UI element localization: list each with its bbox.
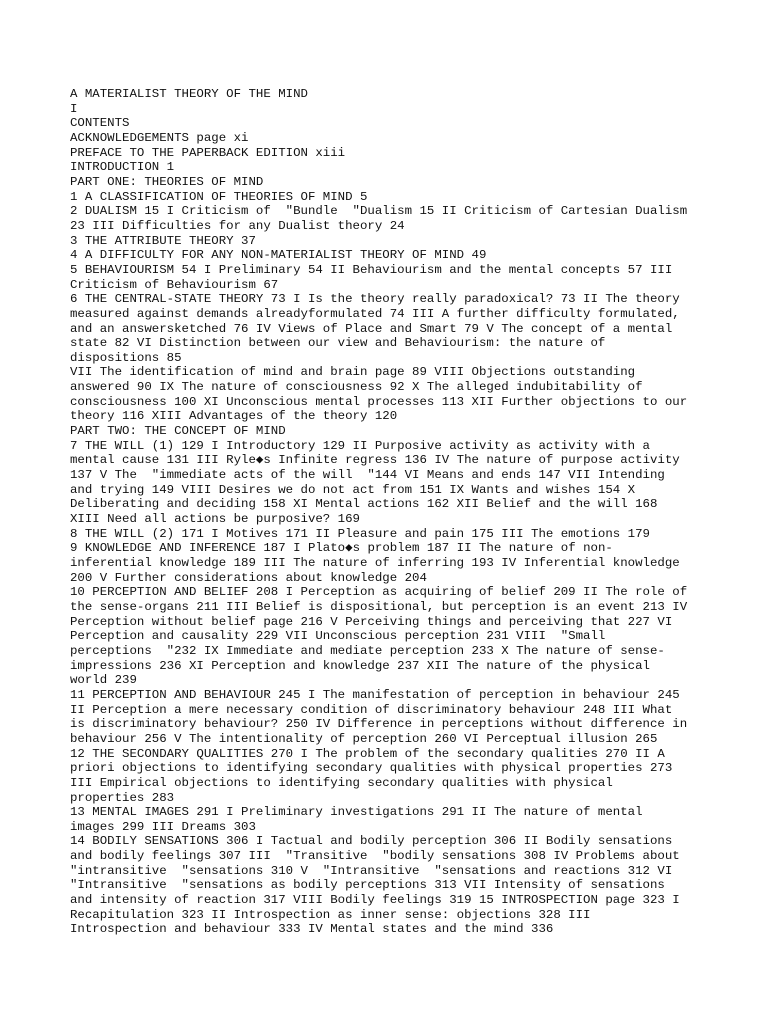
text-line: inferential knowledge 189 III The nature of inferring 193 IV Inferential knowledge: [70, 556, 680, 570]
document-text: [70, 87, 687, 937]
text-line: impressions 236 XI Perception and knowledge 237 XII The nature of the physical: [70, 658, 650, 673]
text-line: Deliberating and deciding 158 XI Mental actions 162 XII Belief and the will 168: [70, 497, 658, 512]
text-line: CONTENTS: [70, 116, 130, 131]
text-line: Perception without belief page 216 V Perceiving things and perceiving that 227 VI: [70, 614, 673, 629]
text-line: PART TWO: THE CONCEPT OF MIND: [70, 424, 286, 439]
text-line: Criticism of Behaviourism 67: [70, 277, 279, 292]
text-line: mental cause 131 III Ryle◆s Infinite regress 136 IV The nature of purpose activity: [70, 453, 680, 468]
text-line: II Perception a mere necessary condition of discriminatory behaviour 248 III What: [70, 702, 673, 717]
text-line: PART ONE: THEORIES OF MIND: [70, 174, 264, 189]
text-line: 13 MENTAL IMAGES 291 I Preliminary investigations 291 II The nature of mental: [70, 805, 643, 820]
text-line: XIII Need all actions be purposive? 169: [70, 512, 360, 527]
text-line: theory 116 XIII Advantages of the theory 120: [70, 409, 398, 424]
text-line: I: [70, 101, 78, 116]
text-line: answered 90 IX The nature of consciousness 92 X The alleged indubitability of: [70, 380, 643, 395]
text-line: III Empirical objections to identifying secondary qualities with physical: [70, 775, 613, 790]
text-line: Recapitulation 323 II Introspection as inner sense: objections 328 III: [70, 907, 591, 922]
text-line: 11 PERCEPTION AND BEHAVIOUR 245 I The manifestation of perception in behaviour 245: [70, 687, 680, 702]
document-title: A MATERIALIST THEORY OF THE MIND: [70, 87, 308, 101]
text-line: 8 THE WILL (2) 171 I Motives 171 II Pleasure and pain 175 III The emotions 179: [70, 526, 650, 541]
text-line: PREFACE TO THE PAPERBACK EDITION xiii: [70, 145, 346, 160]
text-line: 6 THE CENTRAL-STATE THEORY 73 I Is the theory really paradoxical? 73 II The theory: [70, 292, 680, 307]
text-line: Introspection and behaviour 333 IV Mental states and the mind 336: [70, 922, 554, 937]
text-line: and bodily feelings 307 III "Transitive "bodily sensations 308 IV Problems about: [70, 849, 680, 864]
text-line: "intransitive "sensations 310 V "Intransitive "sensations and reactions 312 VI: [70, 863, 673, 878]
text-line: 137 V The "immediate acts of the will "144 VI Means and ends 147 VII Intending: [70, 468, 665, 483]
text-line: perceptions "232 IX Immediate and mediate perception 233 X The nature of sense-: [70, 643, 665, 658]
text-line: images 299 III Dreams 303: [70, 819, 256, 834]
text-line: 23 III Difficulties for any Dualist theory 24: [70, 218, 405, 233]
text-line: 1 A CLASSIFICATION OF THEORIES OF MIND 5: [70, 189, 368, 204]
text-line: 10 PERCEPTION AND BELIEF 208 I Perception as acquiring of belief 209 II The role of: [70, 585, 688, 600]
text-line: 9 KNOWLEDGE AND INFERENCE 187 I Plato◆s problem 187 II The nature of non-: [70, 541, 613, 556]
text-line: 2 DUALISM 15 I Criticism of "Bundle "Dualism 15 II Criticism of Cartesian Dualism: [70, 204, 688, 219]
text-line: behaviour 256 V The intentionality of perception 260 VI Perceptual illusion 265: [70, 731, 658, 746]
text-line: 3 THE ATTRIBUTE THEORY 37: [70, 233, 256, 248]
text-line: Perception and causality 229 VII Unconscious perception 231 VIII "Small: [70, 629, 606, 644]
text-line: INTRODUCTION 1: [70, 160, 175, 175]
text-line: priori objections to identifying secondary qualities with physical properties 273: [70, 761, 673, 776]
text-line: 200 V Further considerations about knowledge 204: [70, 570, 427, 585]
text-line: 4 A DIFFICULTY FOR ANY NON-MATERIALIST THEORY OF MIND 49: [70, 248, 487, 263]
text-line: properties 283: [70, 790, 175, 805]
text-line: 14 BODILY SENSATIONS 306 I Tactual and bodily perception 306 II Bodily sensations: [70, 834, 673, 849]
text-line: "Intransitive "sensations as bodily perceptions 313 VII Intensity of sensations: [70, 878, 665, 893]
text-line: 5 BEHAVIOURISM 54 I Preliminary 54 II Behaviourism and the mental concepts 57 III: [70, 262, 673, 277]
text-line: state 82 VI Distinction between our view and Behaviourism: the nature of: [70, 336, 606, 351]
text-line: 12 THE SECONDARY QUALITIES 270 I The problem of the secondary qualities 270 II A: [70, 746, 665, 761]
text-line: and an answersketched 76 IV Views of Place and Smart 79 V The concept of a mental: [70, 321, 673, 336]
text-line: and trying 149 VIII Desires we do not act from 151 IX Wants and wishes 154 X: [70, 482, 636, 497]
text-line: ACKNOWLEDGEMENTS page xi: [70, 130, 249, 145]
text-line: and intensity of reaction 317 VIII Bodily feelings 319 15 INTROSPECTION page 323 I: [70, 893, 680, 908]
text-line: dispositions 85: [70, 350, 182, 365]
text-line: world 239: [70, 673, 137, 688]
text-line: consciousness 100 XI Unconscious mental processes 113 XII Further objections to our: [70, 394, 688, 409]
text-line: measured against demands alreadyformulated 74 III A further difficulty formulated,: [70, 306, 680, 321]
text-line: is discriminatory behaviour? 250 IV Difference in perceptions without difference in: [70, 717, 688, 732]
text-line: the sense-organs 211 III Belief is dispositional, but perception is an event 213 IV: [70, 599, 688, 614]
text-line: 7 THE WILL (1) 129 I Introductory 129 II Purposive activity as activity with a: [70, 438, 650, 453]
text-line: VII The identification of mind and brain page 89 VIII Objections outstanding: [70, 365, 636, 380]
